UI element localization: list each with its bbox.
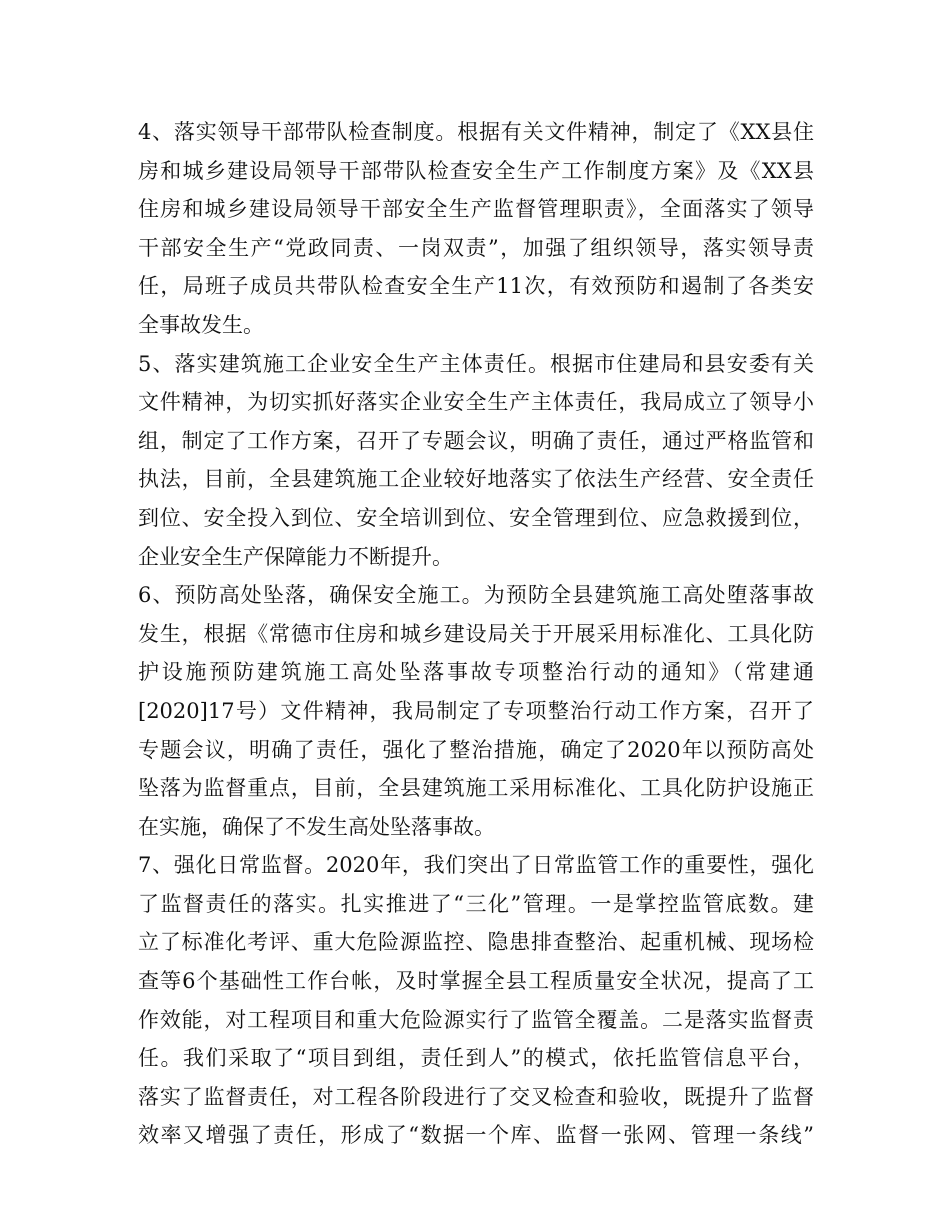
text-line: 任。我们采取了“项目到组，责任到人”的模式，依托监管信息平台，: [138, 1046, 814, 1071]
paragraph-item-7: [138, 846, 814, 1155]
text-line: 坠落为监督重点，目前，全县建筑施工采用标准化、工具化防护设施正: [138, 776, 814, 801]
text-line: 4、落实领导干部带队检查制度。根据有关文件精神，制定了《XX县住: [138, 120, 814, 144]
text-line: 在实施，确保了不发生高处坠落事故。: [138, 814, 495, 839]
text-line: 作效能，对工程项目和重大危险源实行了监管全覆盖。二是落实监督责: [138, 1007, 814, 1032]
text-line: 7、强化日常监督。2020年，我们突出了日常监管工作的重要性，强化: [138, 853, 814, 878]
paragraph-item-4: [138, 113, 814, 345]
paragraph-item-6: [138, 576, 814, 846]
text-line: 干部安全生产“党政同责、一岗双责”，加强了组织领导，落实领导责: [138, 235, 814, 260]
text-line: 了监督责任的落实。扎实推进了“三化”管理。一是掌控监管底数。建: [138, 891, 814, 916]
text-line: 房和城乡建设局领导干部带队检查安全生产工作制度方案》及《XX县: [138, 158, 814, 183]
text-line: 效率又增强了责任，形成了“数据一个库、监督一张网、管理一条线”: [138, 1123, 814, 1148]
text-line: 文件精神，为切实抓好落实企业安全生产主体责任，我局成立了领导小: [138, 390, 814, 415]
document-page: [138, 113, 814, 1155]
text-line: 护设施预防建筑施工高处坠落事故专项整治行动的通知》（常建通: [138, 660, 814, 685]
text-line: 查等6个基础性工作台帐，及时掌握全县工程质量安全状况，提高了工: [138, 969, 814, 994]
text-line: 任，局班子成员共带队检查安全生产11次，有效预防和遏制了各类安: [138, 274, 814, 299]
text-line: [2020]17号）文件精神，我局制定了专项整治行动工作方案，召开了: [138, 698, 814, 723]
text-line: 6、预防高处坠落，确保安全施工。为预防全县建筑施工高处堕落事故: [138, 583, 814, 608]
text-line: 落实了监督责任，对工程各阶段进行了交叉检查和验收，既提升了监督: [138, 1084, 814, 1109]
text-line: 到位、安全投入到位、安全培训到位、安全管理到位、应急救援到位，: [138, 505, 814, 530]
text-line: 全事故发生。: [138, 312, 264, 337]
text-line: 专题会议，明确了责任，强化了整治措施，确定了2020年以预防高处: [138, 737, 814, 762]
text-line: 执法，目前，全县建筑施工企业较好地落实了依法生产经营、安全责任: [138, 467, 814, 492]
text-line: 住房和城乡建设局领导干部安全生产监督管理职责》，全面落实了领导: [138, 197, 814, 222]
text-line: 发生，根据《常德市住房和城乡建设局关于开展采用标准化、工具化防: [138, 621, 814, 646]
text-line: 立了标准化考评、重大危险源监控、隐患排查整治、起重机械、现场检: [138, 930, 814, 955]
text-line: 组，制定了工作方案，召开了专题会议，明确了责任，通过严格监管和: [138, 428, 814, 453]
paragraph-item-5: [138, 345, 814, 577]
text-line: 5、落实建筑施工企业安全生产主体责任。根据市住建局和县安委有关: [138, 351, 814, 376]
text-line: 企业安全生产保障能力不断提升。: [138, 544, 453, 569]
